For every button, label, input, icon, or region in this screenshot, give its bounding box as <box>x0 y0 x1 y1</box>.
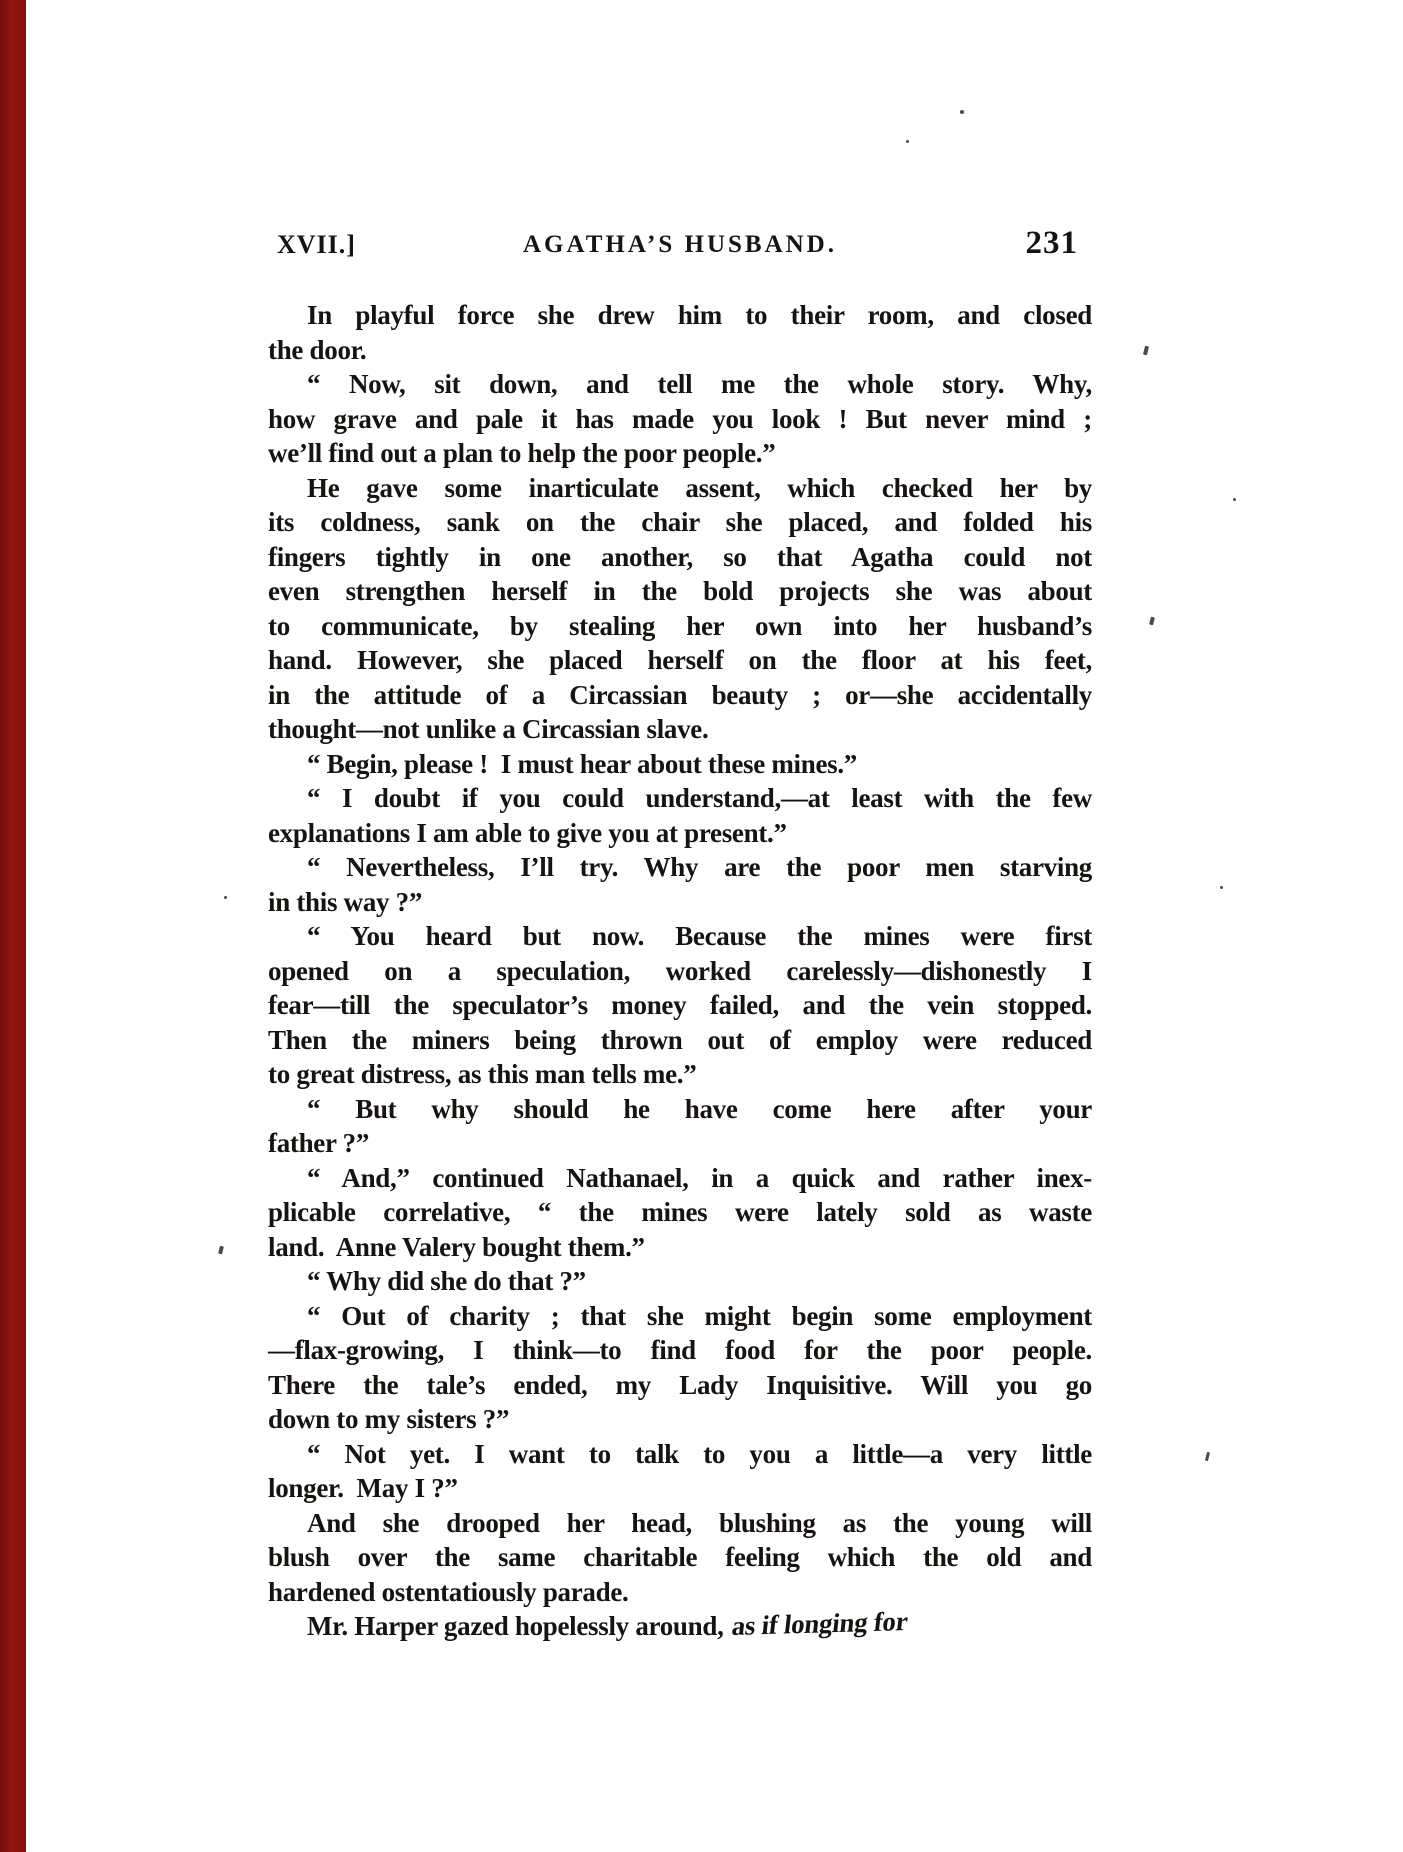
text-line: “ Begin, please ! I must hear about these mines.” <box>307 748 858 779</box>
book-title: AGATHA’S HUSBAND. <box>523 231 837 258</box>
text-line: There the tale’s ended, my Lady Inquisitive. Will you go <box>268 1369 1092 1400</box>
text-line: hand. However, she placed herself on the floor at his feet, <box>268 645 1092 675</box>
scan-speck <box>1149 617 1155 626</box>
text-line: And she drooped her head, blushing as the young will <box>307 1507 1092 1538</box>
paragraph <box>268 850 1092 919</box>
text-line: He gave some inarticulate assent, which checked her by <box>307 472 1092 503</box>
paragraph <box>268 1161 1092 1265</box>
text-line: plicable correlative, “ the mines were lately sold as waste <box>268 1197 1092 1227</box>
text-line: even strengthen herself in the bold projects she was about <box>268 576 1092 606</box>
text-line: —flax-growing, I think—to find food for the poor people. <box>268 1335 1092 1365</box>
paragraph <box>268 298 1092 367</box>
text-line: “ And,” continued Nathanael, in a quick and rather inex- <box>307 1162 1092 1193</box>
scan-speck <box>1205 1452 1210 1461</box>
paragraph <box>268 367 1092 471</box>
text-line: its coldness, sank on the chair she placed, and folded his <box>268 507 1092 537</box>
running-header <box>268 212 1092 262</box>
chapter-label: XVII.] <box>277 230 356 259</box>
text-line: fingers tightly in one another, so that Agatha could not <box>268 541 1092 572</box>
text-line: land. Anne Valery bought them.” <box>268 1231 645 1262</box>
text-line: thought—not unlike a Circassian slave. <box>268 714 709 744</box>
paragraph <box>268 1506 1092 1610</box>
text-line: longer. May I ?” <box>268 1473 458 1503</box>
text-line: “ Now, sit down, and tell me the whole story. Why, <box>307 369 1092 399</box>
text-line: in the attitude of a Circassian beauty ; or—she accidentally <box>268 679 1092 710</box>
text-line: “ Not yet. I want to talk to you a little—a very little <box>307 1438 1092 1469</box>
text-line: “ I doubt if you could understand,—at least with the few <box>307 783 1092 813</box>
paragraph <box>268 919 1092 1092</box>
text-line: we’ll find out a plan to help the poor people.” <box>268 438 776 468</box>
final-line-tail: as if longing for <box>730 1605 910 1641</box>
text-line: “ Out of charity ; that she might begin some employment <box>307 1300 1092 1331</box>
text-line: “ You heard but now. Because the mines were first <box>307 921 1092 951</box>
scan-speck <box>960 110 964 114</box>
scan-speck <box>218 1246 224 1255</box>
text-line: “ Nevertheless, I’ll try. Why are the poor men starving <box>307 852 1092 882</box>
text-line: father ?” <box>268 1128 370 1158</box>
text-line: blush over the same charitable feeling which the old and <box>268 1542 1092 1572</box>
text-line: In playful force she drew him to their room, and closed <box>307 300 1092 330</box>
body-text <box>268 298 1092 1644</box>
scan-speck <box>1233 498 1236 501</box>
text-line: down to my sisters ?” <box>268 1404 510 1434</box>
final-line-head: Mr. Harper gazed hopelessly around, <box>307 1611 730 1641</box>
text-line: to great distress, as this man tells me.” <box>268 1059 697 1089</box>
text-line: hardened ostentatiously parade. <box>268 1576 629 1607</box>
text-line: “ But why should he have come here after your <box>307 1093 1092 1124</box>
text-line: how grave and pale it has made you look ! But never mind ; <box>268 403 1092 434</box>
page-number: 231 <box>1025 225 1078 261</box>
scan-speck <box>906 140 909 143</box>
paragraph <box>268 1605 1092 1644</box>
paragraph <box>268 747 1092 782</box>
text-line: to communicate, by stealing her own into her husband’s <box>268 610 1092 641</box>
paragraph <box>268 471 1092 747</box>
text-line: opened on a speculation, worked carelessly—dishonestly I <box>268 955 1092 986</box>
paragraph <box>268 1264 1092 1299</box>
paragraph <box>268 1437 1092 1506</box>
paragraph <box>268 1299 1092 1437</box>
scan-speck <box>1143 346 1149 356</box>
scan-speck <box>224 896 227 899</box>
scan-speck <box>1220 886 1223 889</box>
text-line: fear—till the speculator’s money failed, and the vein stopped. <box>268 990 1092 1020</box>
text-line: the door. <box>268 334 367 365</box>
paragraph <box>268 1092 1092 1161</box>
text-line <box>268 1605 1092 1644</box>
text-line: “ Why did she do that ?” <box>307 1266 586 1296</box>
text-line: explanations I am able to give you at present.” <box>268 817 787 848</box>
text-line: Then the miners being thrown out of employ were reduced <box>268 1024 1092 1055</box>
text-line: in this way ?” <box>268 886 423 917</box>
red-spine-stripe <box>0 0 26 1852</box>
paragraph <box>268 781 1092 850</box>
